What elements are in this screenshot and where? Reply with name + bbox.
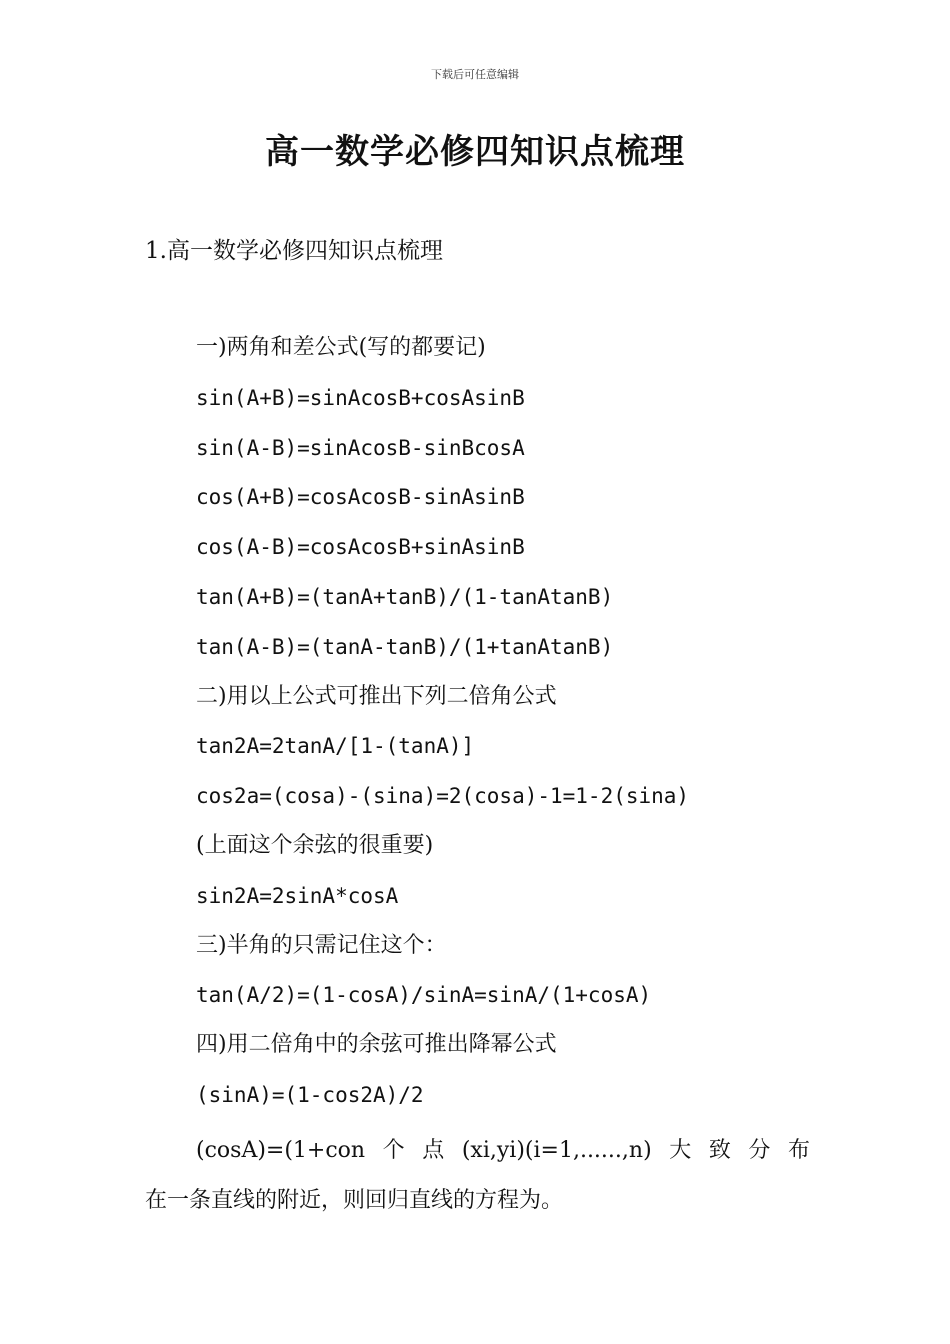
formula-cos-double: cos2a=(cosa)-(sina)=2(cosa)-1=1-2(sina) — [196, 784, 690, 809]
header-note: 下载后可任意编辑 — [431, 68, 519, 81]
formula-sin-power-reduction: (sinA)=(1-cos2A)/2 — [196, 1082, 424, 1107]
formula-sin-sum: sin(A+B)=sinAcosB+cosAsinB — [196, 385, 525, 410]
formula-sin-double: sin2A=2sinA*cosA — [196, 883, 399, 908]
subheading-double-angle: 二)用以上公式可推出下列二倍角公式 — [196, 683, 557, 709]
body-paragraph — [145, 1126, 810, 1226]
formula-tan-half: tan(A/2)=(1-cosA)/sinA=sinA/(1+cosA) — [196, 983, 652, 1008]
subheading-sum-difference: 一)两角和差公式(写的都要记) — [196, 335, 486, 360]
formula-tan-double: tan2A=2tanA/[1-(tanA)] — [196, 734, 475, 759]
formula-list — [196, 331, 816, 1128]
formula-tan-sum: tan(A+B)=(tanA+tanB)/(1-tanAtanB) — [196, 584, 614, 609]
formula-tan-difference: tan(A-B)=(tanA-tanB)/(1+tanAtanB) — [196, 634, 614, 659]
section-heading: 1.高一数学必修四知识点梳理 — [145, 238, 443, 264]
formula-cos-difference: cos(A-B)=cosAcosB+sinAsinB — [196, 535, 525, 560]
paragraph-line-2: 在一条直线的附近，则回归直线的方程为。 — [145, 1188, 564, 1213]
note-cos-important: (上面这个余弦的很重要) — [196, 832, 434, 858]
paragraph-line-1: (cosA)=(1+con个点(xi,yi)(i=1,......,n)大致分布 — [196, 1138, 810, 1163]
subheading-half-angle: 三)半角的只需记住这个： — [196, 932, 447, 958]
subheading-power-reduction: 四)用二倍角中的余弦可推出降幂公式 — [196, 1032, 557, 1058]
formula-sin-difference: sin(A-B)=sinAcosB-sinBcosA — [196, 435, 525, 460]
document-title: 高一数学必修四知识点梳理 — [265, 132, 685, 172]
formula-cos-sum: cos(A+B)=cosAcosB-sinAsinB — [196, 485, 525, 510]
